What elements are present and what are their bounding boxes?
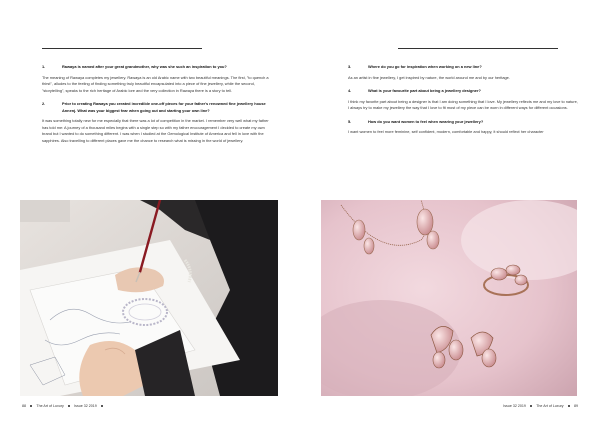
- issue-label: Issue 32 2019: [503, 404, 526, 408]
- question-text: How do you want women to feel when wearing your jewellery?: [368, 118, 484, 124]
- question-number: 5.: [348, 118, 352, 124]
- question-text: Prior to creating Rawaya you created incredible one-off pieces for your father's renowned fine jewellery house Annenj. What was your biggest fear when going out and starting your own line?: [62, 101, 266, 113]
- page-number: 88: [22, 404, 26, 408]
- question-number: 1.: [42, 64, 46, 69]
- question-text: Rawaya is named after your great grandmother, why was she such an inspiration to you?: [62, 64, 227, 69]
- magazine-name: The Art of Luxury: [36, 404, 64, 408]
- answer-2: It was something totally new for me especially that there was a lot of competition in the market. I remember very well what my father has told me: A journey of a thousand miles begins with a single step so with my father encouragement I decided to create my own brand but I wanted to do something different. I was when I studied at the Gemological Institute of America and fell in love with the sapphires. Also travelling to different places gave me the chance to research what is missing in the world of jewellery.: [42, 118, 269, 143]
- right-page: [300, 0, 600, 424]
- top-rule: [398, 48, 558, 49]
- bullet-icon: [101, 405, 103, 407]
- question-2: [42, 101, 274, 114]
- bullet-icon: [568, 405, 570, 407]
- issue-label: Issue 32 2019: [74, 404, 97, 408]
- left-footer: [22, 404, 103, 408]
- top-rule: [42, 48, 202, 49]
- bullet-icon: [30, 405, 32, 407]
- designer-sketching-photo: [20, 200, 278, 396]
- question-text: Where do you go for inspiration when working on a new line?: [368, 64, 482, 69]
- question-3: [348, 64, 580, 71]
- question-1: [42, 64, 274, 71]
- question-5: [348, 119, 580, 126]
- answer-4: I think my favorite part about being a designer is that I am doing something that I love. My jewellery reflects me and my love to nature, I always try to make my jewellery the way that I love to fit most of my piece can be worn in different ways for different occasions.: [348, 98, 578, 110]
- question-number: 2.: [42, 101, 46, 106]
- question-4: [348, 88, 580, 95]
- question-number: 4.: [348, 88, 352, 93]
- magazine-name: The Art of Luxury: [536, 404, 564, 408]
- right-footer: [503, 404, 578, 408]
- left-text-column: [42, 64, 274, 151]
- jewellery-photo: [321, 200, 577, 396]
- answer-5: I want women to feel more feminine, self confident, modern, comfortable and happy, it should reflect her character: [348, 129, 544, 134]
- right-text-column: [348, 64, 580, 143]
- bullet-icon: [68, 405, 70, 407]
- question-number: 3.: [348, 64, 352, 69]
- answer-1: The meaning of Rawaya completes my jewellery. Rawaya is an old Arabic name with two beautiful meanings. The first, "to quench a thirst", alludes to the feeling of finding something truly beautiful encapsulated into a piece of fine jewellery, while the second, "storytelling", speaks to the rich heritage of Arabic lore and the very collection in Rawaya there is a story to tell.: [42, 74, 269, 93]
- answer-3: As an artist in fine jewellery, I get inspired by nature, the world around me and by our heritage.: [348, 74, 510, 80]
- question-text: What is your favourite part about being a jewellery designer?: [368, 88, 481, 93]
- bullet-icon: [530, 405, 532, 407]
- page-number: 89: [574, 404, 578, 408]
